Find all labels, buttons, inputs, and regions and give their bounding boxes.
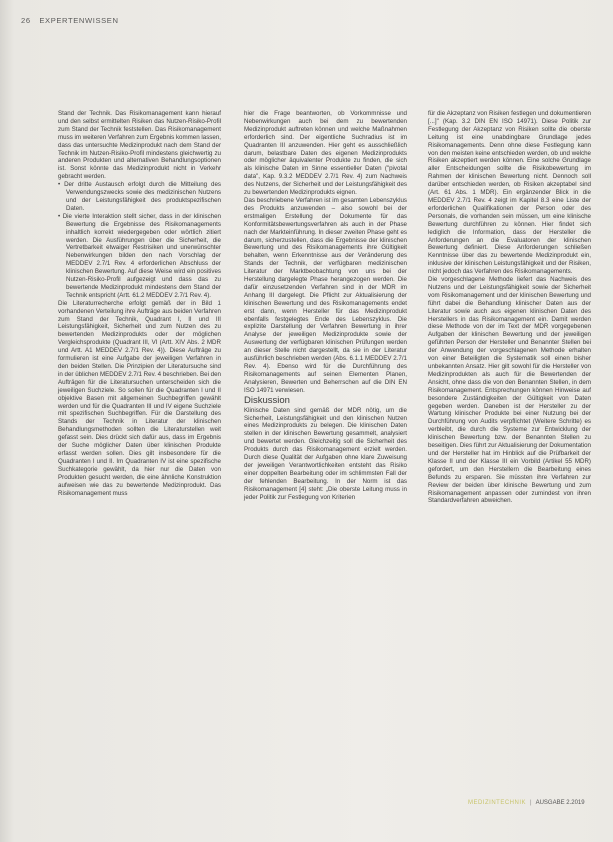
paragraph: hier die Frage beantworten, ob Vorkommnisse und Nebenwirkungen auch bei dem zu bewertenden Medizinprodukt auftreten können und welche Maßnahmen erforderlich sind. Der eigentliche Suchradius ist im Quadranten III anzuwenden. Hier geht es ausschließlich darum, belastbare Daten des eigenen Medizinprodukts oder möglicher äquivalenter Produkte zu finden, die sich als klinische Daten im Sinne essentieller Daten ("pivotal data", Kap. 9.3.2 MEDDEV 2.7/1 Rev. 4) zum Nachweis des Nutzens, der Sicherheit und der Leistungsfähigkeit des zu bewertenden Medizinprodukts eignen. (244, 110, 407, 197)
paragraph: Die Literaturrecherche erfolgt gemäß der in Bild 1 vorhandenen Verteilung ihre Aufträge aus beiden Verfahren zum Stand der Technik, Quadrant I, II und III Leistungsfähigkeit, Sicherheit und zum Nutzen des zu bewertenden Medizinprodukts oder der möglichen Vergleichsprodukte (Quadrant III, VI (Artt. XIV Abs. 2 MDR und Artt. A1 MEDDEV 2.7/1 Rev. 4)). Diese Aufträge zu formulieren ist eine Aufgabe der jeweiligen Verfahren in den beiden Stellen. Die Prinzipien der Literatursuche sind in der üblichen MEDDEV 2.7/1 Rev. 4 beschrieben. Bei den Aufträgen für die Literatursuchen unterscheiden sich die jeweiligen Suchziele. So sollen für die Quadranten I und II objektive Basen mit allgemeinen Suchbegriffen gewählt werden und für die Quadranten III und IV eigene Suchziele mit spezifischen Suchbegriffen. Für die Darstellung des Stands der Technik in Literatur der klinischen Behandlungsmethoden sollten die Literaturstellen weit gefasst sein. Dies drückt sich dafür aus, dass im Ergebnis der Suche möglicher Daten über klinischen Produkte erfasst werden sollen. Dies gilt insbesondere für die Quadranten I und II. Im Quadranten IV ist eine spezifische Suchkategorie gewählt, da hier nur die Daten von Produkten gesucht werden, die eine ähnliche Konstruktion aufweisen wie das zu bewertende Medizinprodukt. Das Risikomanagement muss (58, 299, 221, 497)
page-number: 26 (21, 16, 31, 25)
paragraph: für die Akzeptanz von Risiken festlegen und dokumentieren [...]" (Kap. 3.2 DIN EN ISO 14971). Diese Politik zur Festlegung der Akzeptanz von Risiken sollte die oberste Leitung ist eine unabdingbare Grundlage jedes Risikomanagements. Denn ohne diese Festlegung kann von den meisten keine entschieden werden, ob und welche Risiken akzeptiert werden können. Eine solche Grundlage aller Entscheidungen sollte die Risikobewertung im Rahmen der klinischen Bewertung nicht. Dennoch soll darüber entschieden werden, ob Risiken akzeptabel sind (Art. 61 Abs. 1 MDR). Ein ergänzender Blick in die MEDDEV 2.7/1 Rev. 4 zeigt im Kapitel 8.3 eine Liste der erforderlichen Qualifikationen der Person oder des Personals, die vorhanden sein müssen, um eine klinische Bewertung durchführen zu können. Hier findet sich lediglich die Information, dass der Hersteller die Anforderungen an die Evaluatoren der klinischen Bewertung definiert. Diese Anforderungen schließen Kenntnisse über das zu bewertende Medizinprodukt ein, inklusive der klinischen Leistungsfähigkeit und der Risiken, nicht jedoch das Verfahren des Risikomanagements. (428, 110, 591, 276)
text-column-3 (428, 110, 591, 505)
paragraph: Stand der Technik. Das Risikomanagement kann hierauf und den selbst ermittelten Risiken das Nutzen-Risiko-Profil zum Stand der Technik feststellen. Das Risikomanagement muss im weiteren Verfahren zum Ergebnis kommen lassen, dass das untersuchte Medizinprodukt nach dem Stand der Technik im Nutzen-Risiko-Profil mindestens gleichwertig zu anderen Produkten und alternativen Behandlungsoptionen ist. Sonst könnte das Medizinprodukt nicht in Verkehr gebracht werden. (58, 110, 222, 181)
footer-brand: MEDIZINTECHNIK (468, 800, 526, 806)
text-column-2 (244, 110, 407, 502)
bullet-item: • Der dritte Austausch erfolgt durch die Mitteilung des Verwendungszwecks sowie des medizinischen Nutzens und der Leistungsfähigkeit des produktspezifischen Daten. (58, 181, 221, 213)
text-column-1 (58, 110, 221, 497)
bullet-item: • Die vierte Interaktion stellt sicher, dass in der klinischen Bewertung die Ergebnisse des Risikomanagements inhaltlich korrekt wiedergegeben oder wörtlich zitiert werden. Die Ausführungen über die Sicherheit, die Vertretbarkeit etwaiger Restrisiken und unerwünschter Nebenwirkungen bilden den nach Vorschlag der MEDDEV 2.7/1 Rev. 4 erforderlichen Abschluss der klinischen Bewertung. Auf diese Weise wird ein positives Nutzen-Risiko-Profil aufgezeigt und dass das zu bewertende Medizinprodukt mindestens dem Stand der Technik entspricht (Artt. 61.2 MEDDEV 2.7/1 Rev. 4). (58, 213, 221, 300)
section-title: EXPERTENWISSEN (39, 16, 119, 25)
paragraph: Klinische Daten sind gemäß der MDR nötig, um die Sicherheit, Leistungsfähigkeit und den klinischen Nutzen eines Medizinprodukts zu belegen. Die klinischen Daten stellen in der klinischen Bewertung gesammelt, analysiert und bewertet werden. Gleichzeitig soll die Sicherheit des Produkts durch das Risikomanagement erzielt werden. Durch diese Qualität der Aufgaben ohne klare Zuweisung der jeweiligen Verantwortlichkeiten entsteht das Risiko einer doppelten Bearbeitung oder im schlimmsten Fall der der fehlenden Bearbeitung. In der Norm ist das Risikomanagement [4] steht: „Die oberste Leitung muss in jeder Politik zur Festlegung von Kriterien (244, 406, 407, 501)
paragraph: Das beschriebene Verfahren ist im gesamten Lebenszyklus des Produkts anzuwenden – also sowohl bei der erstmaligen Erstellung der Dokumente für das Konformitätsbewertungsverfahren als auch in der Phase nach der Markteinführung. In dieser zweiten Phase geht es darum, sicherzustellen, dass die Ergebnisse der klinischen Bewertung und des Risikomanagements ihre Gültigkeit behalten, wenn Erkenntnisse aus der Veränderung des Stands der Technik, der verfügbaren medizinischen Literatur der Marktbeobachtung von uns bei der Herstellung dargelegte Phase herangezogen werden. Die dafür einzusetzenden Verfahren sind in der MDR im Anhang III dargelegt. Die Pflicht zur Aktualisierung der klinischen Bewertung und des Risikomanagements endet erst dann, wenn Hersteller für das Medizinprodukt ebenfalls festgelegtes Ende des Lebenszyklus. Die explizite Darstellung der Verfahren Bewertung in ihrer Analyse der jeweiligen Medizinprodukte sowie der Auswertung der verfügbaren klinischen Prüfungen werden an dieser Stelle nicht dargestellt, da sie in der Literatur ausführlich beschrieben werden (Abs. 6.1.1 MEDDEV 2.7/1 Rev. 4). Ebenso wird für die Durchführung des Risikomanagements auf seinen Elementen Planen, Analysieren, Bewerten und Beherrschen auf die DIN EN ISO 14971 verwiesen. (244, 196, 407, 394)
page-header (21, 16, 119, 25)
page-footer (468, 800, 585, 806)
section-heading: Diskussion (244, 394, 290, 406)
footer-divider: | (530, 800, 532, 806)
paragraph: Die vorgeschlagene Methode liefert das Nachweis des Nutzens und der Leistungsfähigkeit sowie der Sicherheit vom Risikomanagement und der klinischen Bewertung und führt dabei die Behandlung klinischer Daten aus der Literatur sowie auch aus eigenen klinischen Daten des Herstellers in das Risikomanagement ein. Damit werden diese Methode von der im Text der MDR vorgegebenen Aufgaben der klinischen Bewertung und der jeweiligen geführten Person der Hersteller und Benannter Stellen bei der Anwendung der vorgeschlagenen Methode erhalten von einer Beteiligten die Systematik soll einen bisher unbekannten Ansatz. Hier gilt sowohl für die Hersteller von Medizinprodukten als auch für die Bewertenden der Ansicht, ohne dass die von den Benannten Stellen, in dem Risikomanagement. Entsprechungen können Hinweise auf besondere Zuständigkeiten der Gültigkeit von Daten gegeben werden. Daneben ist der Hersteller zu der Wartung klinischer Produkte bei einer Nutzung bei der Durchführung von Audits verpflichtet (Weitere Schritte) es verbleibt, die durch die Systeme zur Entwicklung der klinischen Bewertung bzw. der Benannten Stellen zu beseitigen. Dies führt zur Aktualisierung der Dokumentation und der Hersteller hat im Hinblick auf die Prüfbarkeit der Klasse II und der Klasse III ein Vorbild (Artikel 55 MDR) gefordert, um den Herstellern die Bearbeitung eines Befunds zu ersparen. Sie müssten ihre Verfahren zur Review der beiden über klinische Bewertung und zum Risikomanagement anpassen oder zumindest von ihren Standardverfahren abweichen. (428, 276, 591, 505)
footer-issue: AUSGABE 2.2019 (535, 800, 585, 806)
